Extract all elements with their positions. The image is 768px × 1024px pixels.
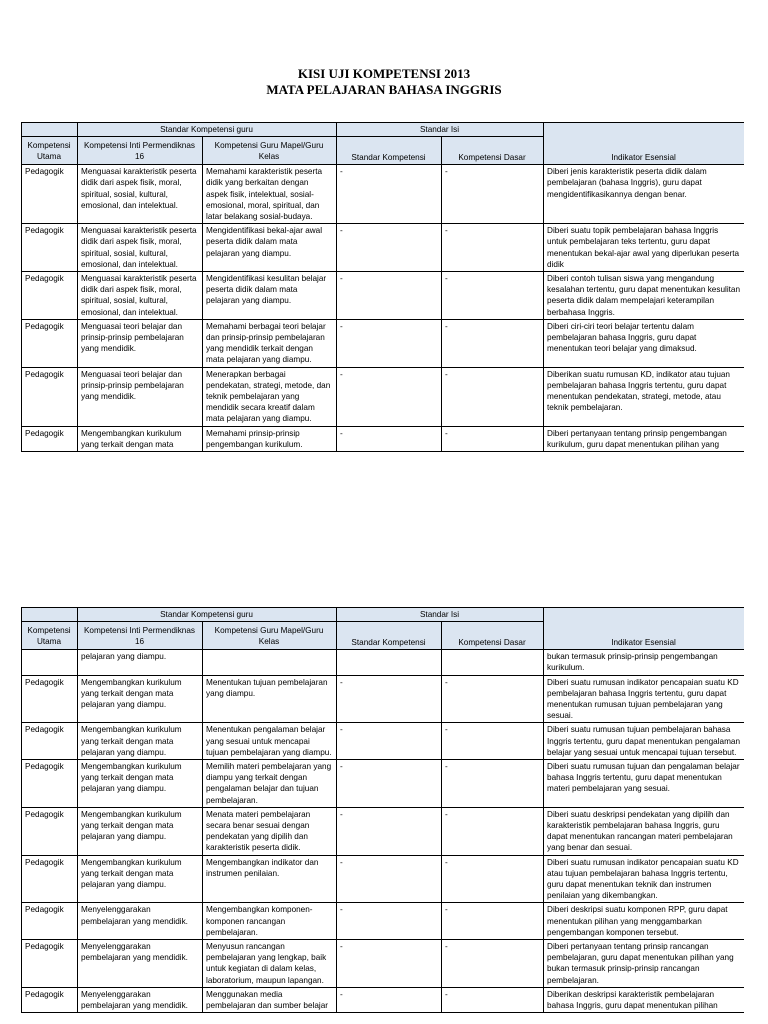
header-group-guru: Standar Kompetensi guru — [78, 608, 337, 622]
cell-standar-kompetensi: - — [337, 272, 442, 320]
cell-kompetensi-dasar: - — [442, 760, 544, 808]
document-title: KISI UJI KOMPETENSI 2013 — [297, 66, 471, 81]
cell-standar-kompetensi: - — [337, 855, 442, 903]
cell-indikator-esensial: Diberi suatu rumusan indikator pencapaian suatu KD atau tujuan pembelajaran bahasa Inggris tertentu, guru dapat menentukan teknik dan instrumen penilaian yang dikembangkan. — [544, 855, 744, 903]
cell-standar-kompetensi: - — [337, 675, 442, 723]
header-kompetensi-inti: Kompetensi Inti Permendiknas 16 — [78, 622, 203, 650]
cell-kompetensi-inti: Menguasai karakteristik peserta didik dari aspek fisik, moral, spiritual, sosial, kultural, emosional, dan intelektual. — [78, 224, 203, 272]
cell-indikator-esensial: Diberi deskripsi suatu komponen RPP, guru dapat menentukan pilihan yang menggambarkan pengembangan komponen tersebut. — [544, 903, 744, 940]
cell-kompetensi-guru-mapel: Mengidentifikasi bekal-ajar awal peserta didik dalam mata pelajaran yang diampu. — [203, 224, 337, 272]
header-standar-kompetensi: Standar Kompetensi — [337, 137, 442, 165]
cell-standar-kompetensi: - — [337, 760, 442, 808]
cell-kompetensi-inti: Menguasai teori belajar dan prinsip-prinsip pembelajaran yang mendidik. — [78, 367, 203, 426]
cell-kompetensi-guru-mapel — [203, 650, 337, 675]
cell-kompetensi-utama: Pedagogik — [22, 224, 78, 272]
cell-kompetensi-inti: Mengembangkan kurikulum yang terkait dengan mata pelajaran yang diampu. — [78, 723, 203, 760]
cell-standar-kompetensi: - — [337, 367, 442, 426]
header-kompetensi-utama: Kompetensi Utama — [22, 622, 78, 650]
header-kompetensi-guru-mapel: Kompetensi Guru Mapel/Guru Kelas — [203, 137, 337, 165]
cell-kompetensi-inti: Menyelenggarakan pembelajaran yang mendidik. — [78, 940, 203, 988]
header-blank — [22, 608, 78, 622]
cell-indikator-esensial: Diberi contoh tulisan siswa yang mengandung kesalahan tertentu, guru dapat menentukan kesulitan peserta didik dalam mempelajari keterampilan berbahasa Inggris. — [544, 272, 744, 320]
cell-indikator-esensial: Diberi suatu rumusan tujuan dan pengalaman belajar bahasa Inggris tertentu, guru dapat menentukan materi pembelajaran yang sesuai. — [544, 760, 744, 808]
cell-kompetensi-utama: Pedagogik — [22, 855, 78, 903]
cell-kompetensi-guru-mapel: Memahami karakteristik peserta didik yang berkaitan dengan aspek fisik, intelektual, sosial-emosional, moral, spiritual, dan latar belakang sosial-budaya. — [203, 165, 337, 224]
cell-kompetensi-guru-mapel: Memilih materi pembelajaran yang diampu yang terkait dengan pengalaman belajar dan tujuan pembelajaran. — [203, 760, 337, 808]
cell-indikator-esensial: Diberikan suatu rumusan KD, indikator atau tujuan pembelajaran bahasa Inggris tertentu, guru dapat menentukan pendekatan, strategi, metode, atau teknik pembelajaran. — [544, 367, 744, 426]
cell-kompetensi-dasar — [442, 650, 544, 675]
header-group-guru: Standar Kompetensi guru — [78, 123, 337, 137]
table-body-1 — [22, 165, 745, 452]
cell-kompetensi-dasar: - — [442, 272, 544, 320]
cell-kompetensi-utama: Pedagogik — [22, 940, 78, 988]
cell-kompetensi-guru-mapel: Menentukan pengalaman belajar yang sesuai untuk mencapai tujuan pembelajaran yang diampu. — [203, 723, 337, 760]
table-row — [22, 903, 745, 940]
cell-indikator-esensial: Diberi jenis karakteristik peserta didik dalam pembelajaran (bahasa Inggris), guru dapat mengidentifikasikannya dengan benar. — [544, 165, 744, 224]
cell-kompetensi-dasar: - — [442, 426, 544, 451]
table-row — [22, 855, 745, 903]
table-row — [22, 807, 745, 855]
cell-kompetensi-dasar: - — [442, 807, 544, 855]
cell-kompetensi-guru-mapel: Menerapkan berbagai pendekatan, strategi, metode, dan teknik pembelajaran yang mendidik secara kreatif dalam mata pelajaran yang diampu. — [203, 367, 337, 426]
cell-kompetensi-dasar: - — [442, 723, 544, 760]
cell-kompetensi-dasar: - — [442, 903, 544, 940]
cell-kompetensi-utama: Pedagogik — [22, 760, 78, 808]
cell-kompetensi-utama: Pedagogik — [22, 807, 78, 855]
cell-kompetensi-utama: Pedagogik — [22, 367, 78, 426]
cell-kompetensi-utama: Pedagogik — [22, 426, 78, 451]
cell-kompetensi-guru-mapel: Memahami berbagai teori belajar dan prinsip-prinsip pembelajaran yang mendidik terkait dengan mata pelajaran yang diampu. — [203, 319, 337, 367]
header-blank — [22, 123, 78, 137]
cell-kompetensi-guru-mapel: Menyusun rancangan pembelajaran yang lengkap, baik untuk kegiatan di dalam kelas, laboratorium, maupun lapangan. — [203, 940, 337, 988]
table-row — [22, 426, 745, 451]
header-kompetensi-dasar: Kompetensi Dasar — [442, 622, 544, 650]
header-standar-kompetensi: Standar Kompetensi — [337, 622, 442, 650]
cell-standar-kompetensi: - — [337, 224, 442, 272]
cell-kompetensi-dasar: - — [442, 319, 544, 367]
table-row — [22, 650, 745, 675]
table-page-1 — [21, 122, 744, 473]
cell-kompetensi-dasar: - — [442, 367, 544, 426]
cell-indikator-esensial: Diberi pertanyaan tentang prinsip pengembangan kurikulum, guru dapat menentukan pilihan yang — [544, 426, 744, 451]
table-row — [22, 675, 745, 723]
table-row — [22, 165, 745, 224]
header-kompetensi-guru-mapel: Kompetensi Guru Mapel/Guru Kelas — [203, 622, 337, 650]
table-body-2 — [22, 650, 745, 1013]
header-indikator: Indikator Esensial — [544, 608, 744, 650]
header-kompetensi-inti: Kompetensi Inti Permendiknas 16 — [78, 137, 203, 165]
header-kompetensi-utama: Kompetensi Utama — [22, 137, 78, 165]
cell-kompetensi-utama: Pedagogik — [22, 723, 78, 760]
cell-kompetensi-dasar: - — [442, 987, 544, 1012]
cell-kompetensi-inti: Mengembangkan kurikulum yang terkait dengan mata pelajaran yang diampu. — [78, 675, 203, 723]
header-group-isi: Standar Isi — [337, 608, 544, 622]
cell-kompetensi-guru-mapel: Menentukan tujuan pembelajaran yang diampu. — [203, 675, 337, 723]
cell-indikator-esensial: Diberi pertanyaan tentang prinsip rancangan pembelajaran, guru dapat menentukan pilihan yang bukan termasuk prinsip-prinsip rancangan pembelajaran. — [544, 940, 744, 988]
cell-kompetensi-guru-mapel: Mengembangkan komponen-komponen rancangan pembelajaran. — [203, 903, 337, 940]
cell-kompetensi-dasar: - — [442, 855, 544, 903]
cell-indikator-esensial: bukan termasuk prinsip-prinsip pengembangan kurikulum. — [544, 650, 744, 675]
cell-indikator-esensial: Diberi suatu deskripsi pendekatan yang dipilih dan karakteristik pembelajaran bahasa Inggris, guru dapat menentukan rancangan materi pembelajaran yang benar dan sesuai. — [544, 807, 744, 855]
cell-kompetensi-dasar: - — [442, 224, 544, 272]
cell-standar-kompetensi: - — [337, 165, 442, 224]
kisi-table-2 — [21, 607, 744, 1013]
cell-kompetensi-inti: Menguasai karakteristik peserta didik dari aspek fisik, moral, spiritual, sosial, kultural, emosional, dan intelektual. — [78, 165, 203, 224]
cell-standar-kompetensi: - — [337, 723, 442, 760]
cell-kompetensi-inti: pelajaran yang diampu. — [78, 650, 203, 675]
cell-indikator-esensial: Diberi suatu rumusan tujuan pembelajaran bahasa Inggris tertentu, guru dapat menentukan pengalaman belajar yang sesuai untuk mencapai tujuan tersebut. — [544, 723, 744, 760]
cell-indikator-esensial: Diberi suatu topik pembelajaran bahasa Inggris untuk pembelajaran teks tertentu, guru dapat menentukan bekal-ajar awal yang diperlukan peserta didik — [544, 224, 744, 272]
cell-kompetensi-guru-mapel: Mengembangkan indikator dan instrumen penilaian. — [203, 855, 337, 903]
cell-kompetensi-inti: Mengembangkan kurikulum yang terkait dengan mata pelajaran yang diampu. — [78, 855, 203, 903]
cell-kompetensi-inti: Mengembangkan kurikulum yang terkait dengan mata pelajaran yang diampu. — [78, 760, 203, 808]
table-row — [22, 224, 745, 272]
cell-standar-kompetensi: - — [337, 807, 442, 855]
cell-kompetensi-guru-mapel: Menata materi pembelajaran secara benar sesuai dengan pendekatan yang dipilih dan karakteristik peserta didik. — [203, 807, 337, 855]
header-group-isi: Standar Isi — [337, 123, 544, 137]
cell-kompetensi-guru-mapel: Menggunakan media pembelajaran dan sumber belajar — [203, 987, 337, 1012]
cell-kompetensi-dasar: - — [442, 675, 544, 723]
kisi-table-1 — [21, 122, 744, 452]
cell-standar-kompetensi: - — [337, 426, 442, 451]
cell-kompetensi-guru-mapel: Mengidentifikasi kesulitan belajar peserta didik dalam mata pelajaran yang diampu. — [203, 272, 337, 320]
header-indikator: Indikator Esensial — [544, 123, 744, 165]
cell-indikator-esensial: Diberi ciri-ciri teori belajar tertentu dalam pembelajaran bahasa Inggris, guru dapat menentukan teori belajar yang dimaksud. — [544, 319, 744, 367]
table-row — [22, 723, 745, 760]
cell-standar-kompetensi: - — [337, 987, 442, 1012]
cell-indikator-esensial: Diberikan deskripsi karakteristik pembelajaran bahasa Inggris, guru dapat menentukan pilihan — [544, 987, 744, 1012]
table-page-2 — [21, 607, 744, 1024]
header-kompetensi-dasar: Kompetensi Dasar — [442, 137, 544, 165]
cell-kompetensi-utama: Pedagogik — [22, 675, 78, 723]
cell-kompetensi-inti: Menguasai karakteristik peserta didik dari aspek fisik, moral, spiritual, sosial, kultural, emosional, dan intelektual. — [78, 272, 203, 320]
table-row — [22, 272, 745, 320]
cell-kompetensi-utama: Pedagogik — [22, 987, 78, 1012]
table-row — [22, 367, 745, 426]
cell-kompetensi-dasar: - — [442, 940, 544, 988]
cell-kompetensi-inti: Mengembangkan kurikulum yang terkait dengan mata — [78, 426, 203, 451]
cell-kompetensi-utama: Pedagogik — [22, 165, 78, 224]
cell-standar-kompetensi: - — [337, 319, 442, 367]
cell-kompetensi-utama: Pedagogik — [22, 319, 78, 367]
table-row — [22, 319, 745, 367]
cell-kompetensi-guru-mapel: Memahami prinsip-prinsip pengembangan kurikulum. — [203, 426, 337, 451]
cell-kompetensi-utama — [22, 650, 78, 675]
cell-standar-kompetensi — [337, 650, 442, 675]
cell-kompetensi-dasar: - — [442, 165, 544, 224]
cell-kompetensi-utama: Pedagogik — [22, 903, 78, 940]
cell-kompetensi-inti: Menguasai teori belajar dan prinsip-prinsip pembelajaran yang mendidik. — [78, 319, 203, 367]
table-row — [22, 987, 745, 1012]
cell-standar-kompetensi: - — [337, 903, 442, 940]
table-row — [22, 940, 745, 988]
table-row — [22, 760, 745, 808]
document-subtitle: MATA PELAJARAN BAHASA INGGRIS — [266, 82, 502, 97]
cell-kompetensi-inti: Menyelenggarakan pembelajaran yang mendidik. — [78, 987, 203, 1012]
cell-indikator-esensial: Diberi suatu rumusan indikator pencapaian suatu KD pembelajaran bahasa Inggris tertentu, guru dapat menentukan rumusan tujuan pembelajaran yang sesuai. — [544, 675, 744, 723]
cell-standar-kompetensi: - — [337, 940, 442, 988]
cell-kompetensi-inti: Mengembangkan kurikulum yang terkait dengan mata pelajaran yang diampu. — [78, 807, 203, 855]
cell-kompetensi-inti: Menyelenggarakan pembelajaran yang mendidik. — [78, 903, 203, 940]
cell-kompetensi-utama: Pedagogik — [22, 272, 78, 320]
